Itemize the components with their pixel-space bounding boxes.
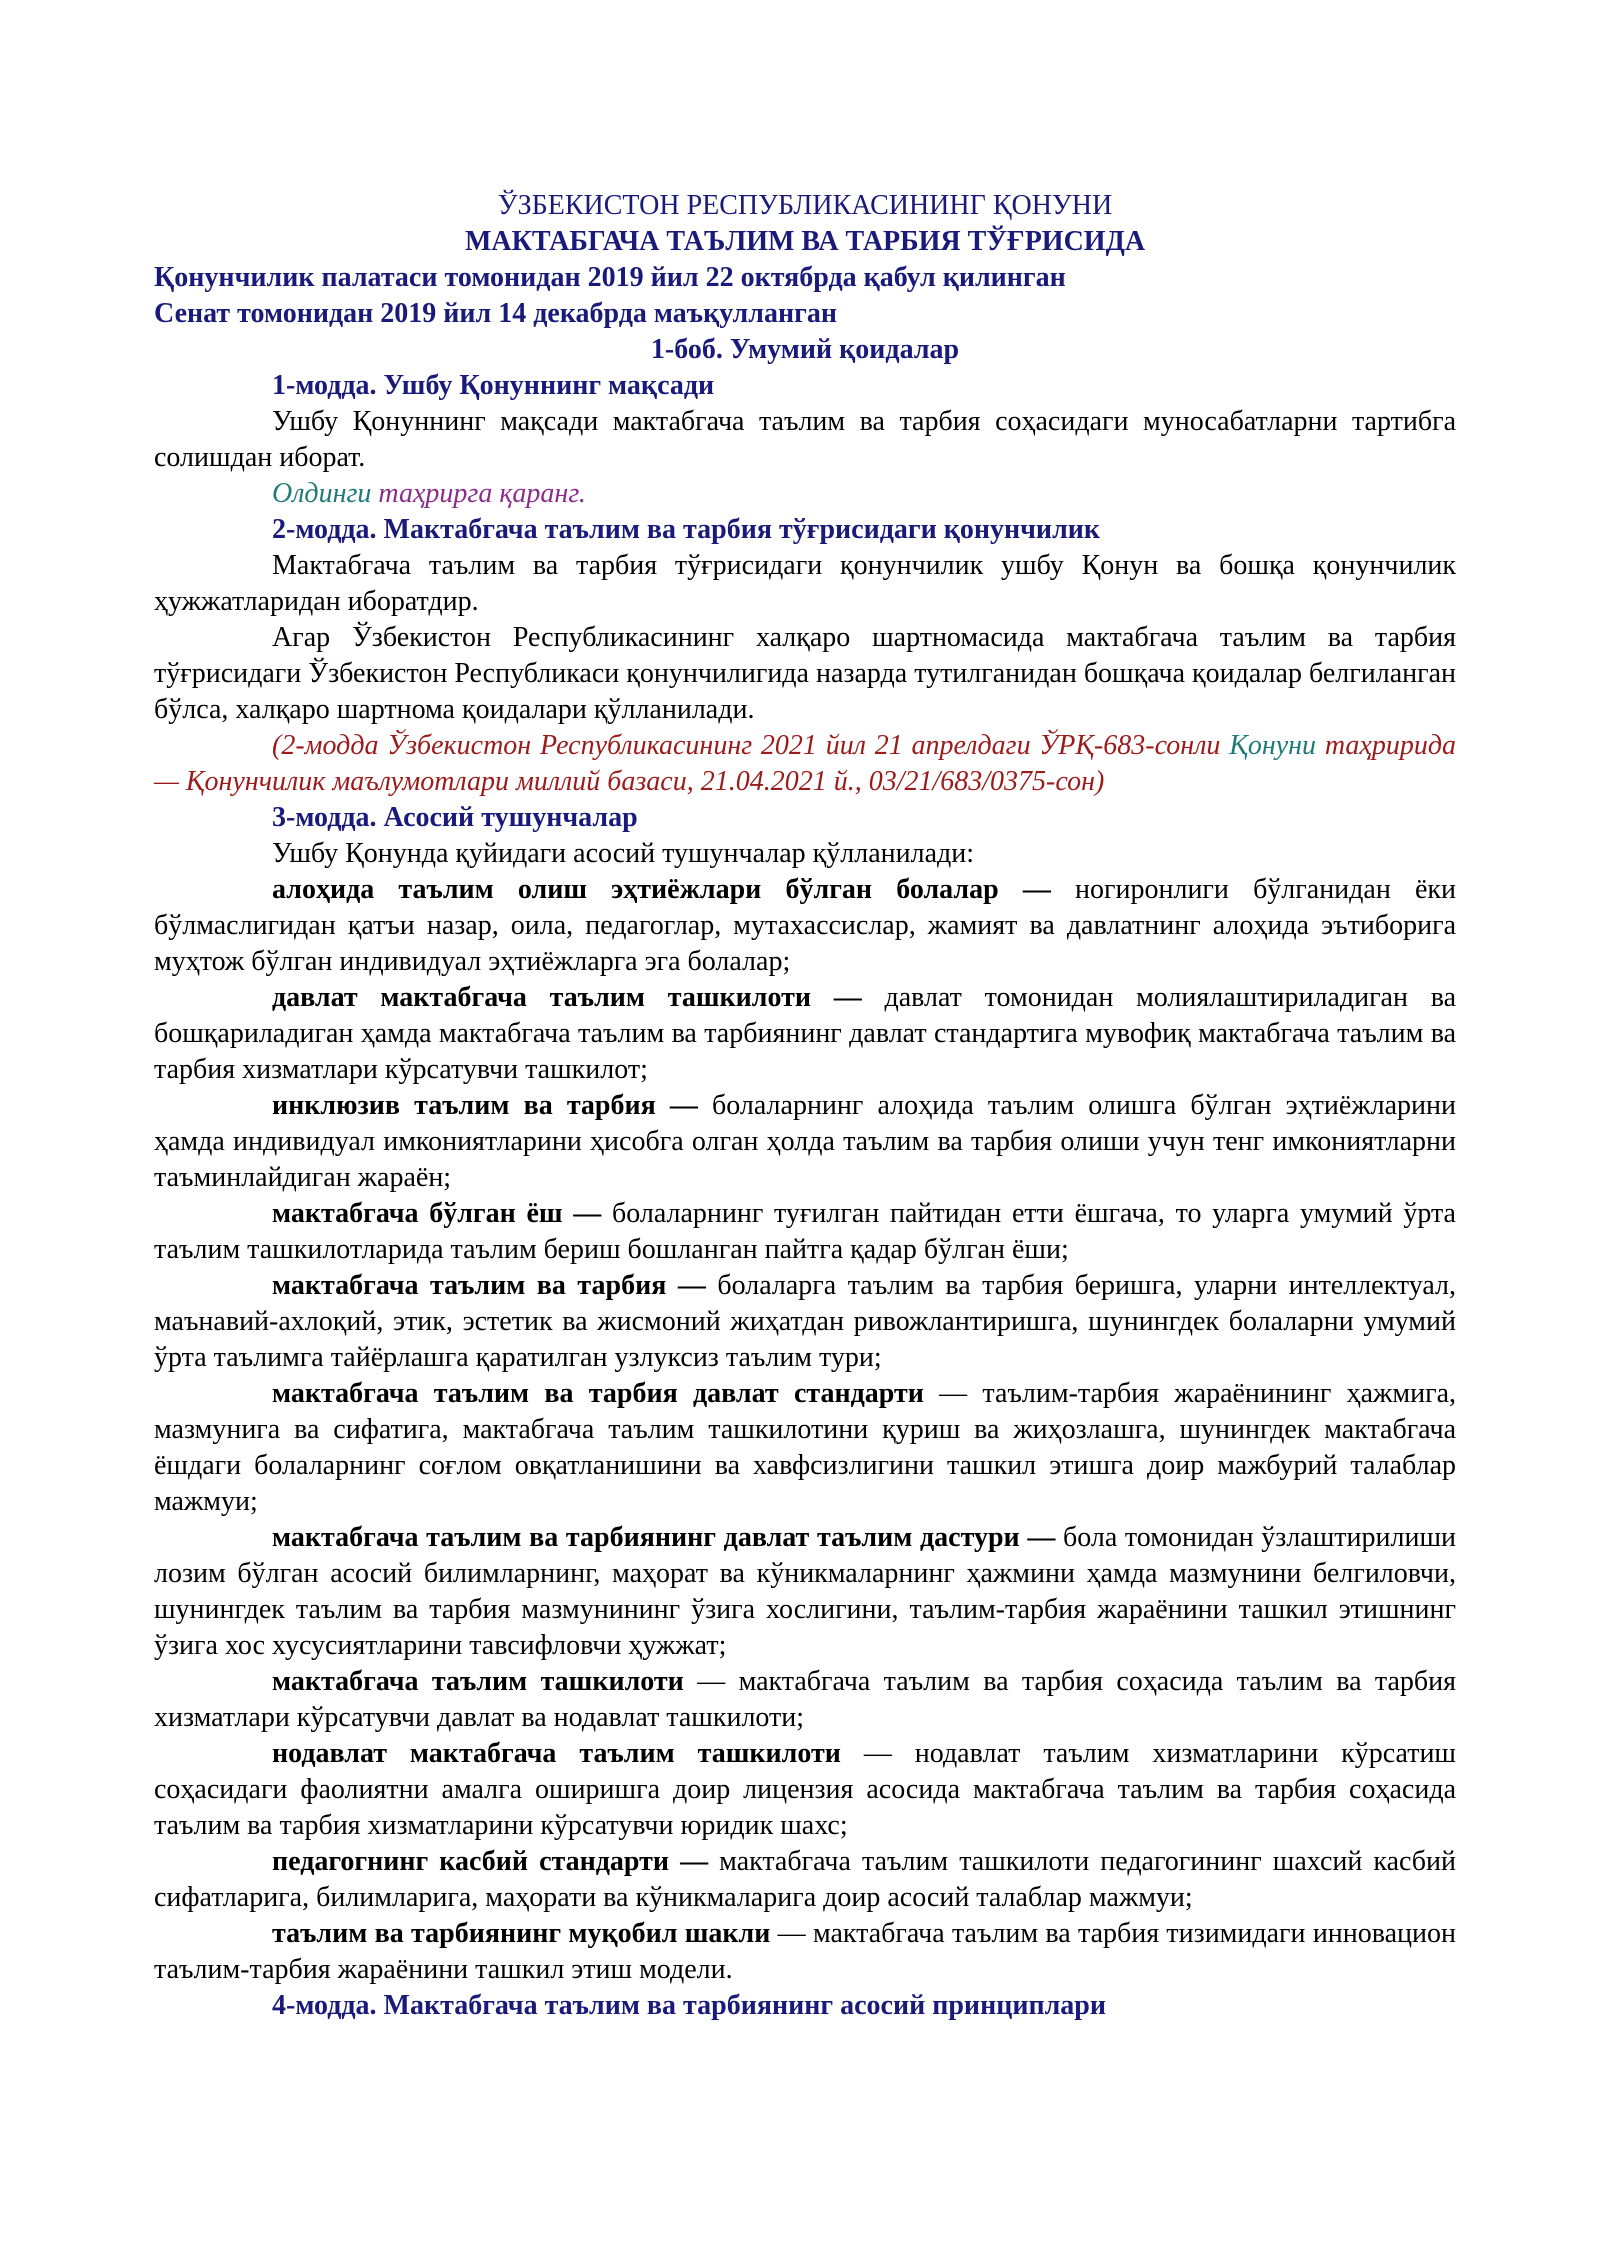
law-title-heading: МАКТАБГАЧА ТАЪЛИМ ВА ТАРБИЯ ТЎҒРИСИДА: [464, 226, 1146, 257]
definition-term: алоҳида таълим олиш эҳтиёжлари бўлган болалар —: [272, 874, 1051, 905]
article-3-title: 3-модда. Асосий тушунчалар: [272, 802, 638, 833]
definition-item: [154, 1844, 1456, 1916]
definition-item: [154, 1664, 1456, 1736]
definition-item: [154, 872, 1456, 980]
article-2-paragraph-1: Мактабгача таълим ва тарбия тўғрисидаги қонунчилик ушбу Қонун ва бошқа қонунчилик ҳужжатларидан иборатдир.: [154, 550, 1456, 617]
article-4-title: 4-модда. Мактабгача таълим ва тарбиянинг асосий принциплари: [272, 1990, 1107, 2021]
document-page: [154, 188, 1456, 2024]
article-3-intro: Ушбу Қонунда қуйидаги асосий тушунчалар қўлланилади:: [272, 838, 975, 869]
definition-text: — мактабгача таълим ва тарбия тизимидаги инновацион таълим-тарбия жараёнини ташкил этиш модели.: [154, 1918, 1457, 1985]
amendment-text-end: таҳририда — Қонунчилик маълумотлари миллий базаси, 21.04.2021 й., 03/21/683/0375-сон): [154, 730, 1456, 797]
definition-term: мактабгача бўлган ёш —: [272, 1198, 602, 1229]
amendment-law-link[interactable]: Қонуни: [1229, 730, 1317, 761]
definition-text: ногиронлиги бўлганидан ёки бўлмаслигидан қатъи назар, оила, педагоглар, мутахассислар, жамият ва давлатнинг алоҳида эътиборига муҳтож бўлган индивидуал эҳтиёжларга эга болалар;: [154, 874, 1457, 977]
article-1-title: 1-модда. Ушбу Қонуннинг мақсади: [272, 370, 715, 401]
definition-term: нодавлат мактабгача таълим ташкилоти: [272, 1738, 841, 1769]
definition-item: [154, 1916, 1456, 1988]
definition-text: бола томонидан ўзлаштирилиши лозим бўлган асосий билимларнинг, маҳорат ва кўникмаларнинг ҳажмини ҳамда мазмунини белгиловчи, шунингдек таълим ва тарбия мазмунининг ўзига хослигини, таълим-тарбия жараёнини ташкил этишнинг ўзига хос хусусиятларини тавсифловчи ҳужжат;: [154, 1522, 1457, 1661]
definition-text: — нодавлат таълим хизматларини кўрсатиш соҳасидаги фаолиятни амалга оширишга доир лицензия асосида мактабгача таълим ва тарбия соҳасида таълим ва тарбия хизматларини кўрсатувчи юридик шахс;: [154, 1738, 1456, 1841]
article-2-amendment-note: [154, 728, 1456, 800]
definition-text: — мактабгача таълим ва тарбия соҳасида таълим ва тарбия хизматлари кўрсатувчи давлат ва нодавлат ташкилоти;: [154, 1666, 1456, 1733]
previous-edition-link[interactable]: таҳрирга қаранг.: [378, 478, 586, 509]
definition-text: — таълим-тарбия жараёнининг ҳажмига, мазмунига ва сифатига, мактабгача таълим ташкилотини қуриш ва жиҳозлашга, шунингдек мактабгача ёшдаги болаларнинг соғлом овқатланишини ва хавфсизлигини ташкил этишга доир мажбурий талаблар мажмуи;: [154, 1378, 1456, 1517]
definition-item: [154, 980, 1456, 1088]
definition-text: болаларнинг алоҳида таълим олишга бўлган эҳтиёжларини ҳамда индивидуал имкониятларини ҳисобга олган ҳолда таълим ва тарбия олиши учун тенг имкониятларни таъминлайдиган жараён;: [154, 1090, 1456, 1193]
definition-term: педагогнинг касбий стандарти —: [272, 1846, 709, 1877]
chapter-1-title: 1-боб. Умумий қоидалар: [650, 334, 960, 365]
article-2-title: 2-модда. Мактабгача таълим ва тарбия тўғрисидаги қонунчилик: [272, 514, 1101, 545]
definition-term: мактабгача таълим ва тарбия —: [272, 1270, 706, 1301]
definition-term: инклюзив таълим ва тарбия —: [272, 1090, 698, 1121]
definition-item: [154, 1520, 1456, 1664]
previous-edition-link-prefix[interactable]: Олдинги: [272, 478, 379, 509]
approved-line: Сенат томонидан 2019 йил 14 декабрда маъқулланган: [154, 298, 837, 329]
definition-text: болаларга таълим ва тарбия беришга, уларни интеллектуал, маънавий-ахлоқий, этик, эстетик ва жисмоний жиҳатдан ривожлантиришга, шунингдек болаларни умумий ўрта таълимга тайёрлашга қаратилган узлуксиз таълим тури;: [154, 1270, 1456, 1373]
adopted-line: Қонунчилик палатаси томонидан 2019 йил 22 октябрда қабул қилинган: [154, 262, 1066, 293]
definition-item: [154, 1196, 1456, 1268]
definition-text: давлат томонидан молиялаштириладиган ва бошқариладиган ҳамда мактабгача таълим ва тарбиянинг давлат стандартига мувофиқ мактабгача таълим ва тарбия хизматлари кўрсатувчи ташкилот;: [154, 982, 1456, 1085]
definition-item: [154, 1268, 1456, 1376]
article-1-text: Ушбу Қонуннинг мақсади мактабгача таълим ва тарбия соҳасидаги муносабатларни тартибга солишдан иборат.: [154, 406, 1456, 473]
law-type-heading: ЎЗБЕКИСТОН РЕСПУБЛИКАСИНИНГ ҚОНУНИ: [497, 190, 1113, 221]
amendment-text-start: (2-модда Ўзбекистон Республикасининг 2021 йил 21 апрелдаги ЎРҚ-683-сонли: [272, 730, 1230, 761]
definition-text: болаларнинг туғилган пайтидан етти ёшгача, то уларга умумий ўрта таълим ташкилотларида таълим бериш бошланган пайтга қадар бўлган ёши;: [154, 1198, 1456, 1265]
article-2-paragraph-2: Агар Ўзбекистон Республикасининг халқаро шартномасида мактабгача таълим ва тарбия тўғрисидаги Ўзбекистон Республикаси қонунчилигида назарда тутилганидан бошқача қоидалар белгиланган бўлса, халқаро шартнома қоидалари қўлланилади.: [154, 622, 1456, 725]
definition-item: [154, 1376, 1456, 1520]
definition-text: мактабгача таълим ташкилоти педагогининг шахсий касбий сифатларига, билимларига, маҳорати ва кўникмаларига доир асосий талаблар мажмуи;: [154, 1846, 1457, 1913]
definition-term: мактабгача таълим ташкилоти: [272, 1666, 684, 1697]
definition-item: [154, 1088, 1456, 1196]
definition-term: мактабгача таълим ва тарбия давлат стандарти: [272, 1378, 924, 1409]
definition-item: [154, 1736, 1456, 1844]
definition-term: таълим ва тарбиянинг муқобил шакли: [272, 1918, 771, 1949]
definition-term: давлат мактабгача таълим ташкилоти —: [272, 982, 862, 1013]
previous-edition-note: [154, 476, 1456, 512]
definition-term: мактабгача таълим ва тарбиянинг давлат таълим дастури —: [272, 1522, 1056, 1553]
